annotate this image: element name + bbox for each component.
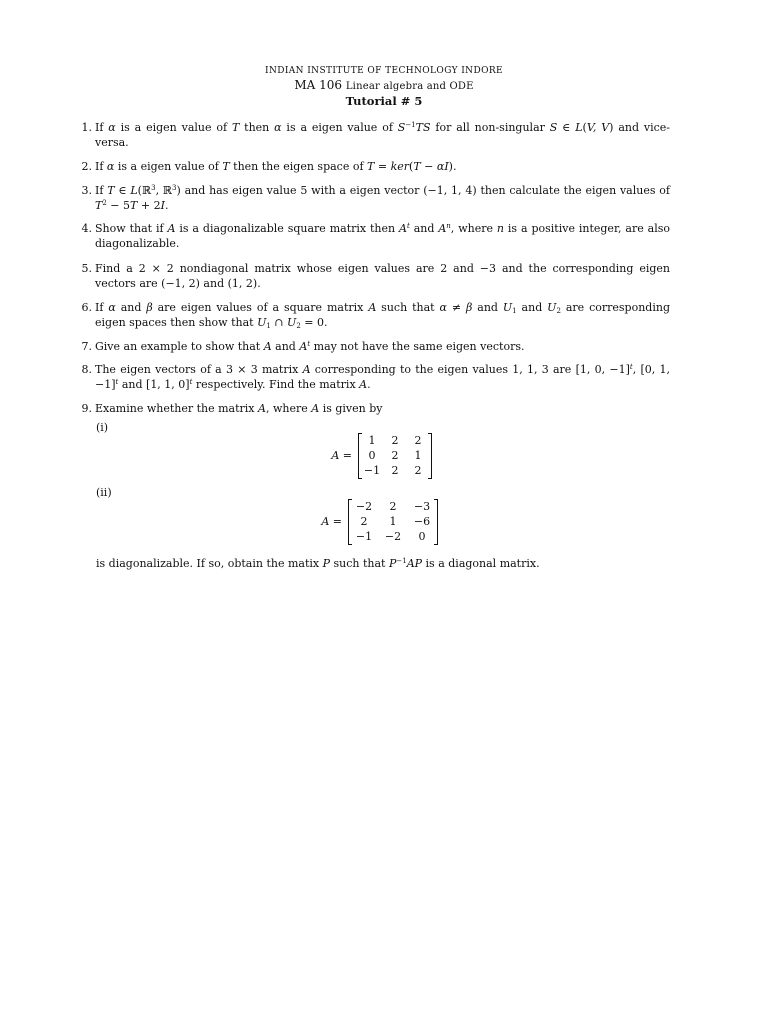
matrix-cell: 2 [391, 464, 399, 477]
matrix-cell: −1 [355, 530, 373, 543]
question-text: Give an example to show that A and $A^t$ may not have the same eigen vectors. [95, 340, 525, 353]
document-header [0, 64, 768, 108]
matrix-cell: 2 [360, 515, 368, 528]
course-line [0, 78, 768, 94]
subpart-label: (i) [96, 421, 109, 434]
matrix-cell: −2 [384, 530, 402, 543]
question-text: If T ∈ L(ℝ$^3$, ℝ$^3$) and has eigen value 5 with a eigen vector (−1, 1, 4) then calculate the eigen values of $T^2 - 5T + 2I$. [95, 184, 670, 212]
matrix-body [348, 499, 438, 545]
matrix-cell: 2 [389, 500, 397, 513]
matrix-cell: 2 [391, 434, 399, 447]
question-text: If α is a eigen value of T then α is a eigen value of $S^{-1}TS$ for all non-singular S ∈ L(V, V) and vice-versa. [95, 121, 670, 149]
matrix-cell: 2 [414, 464, 422, 477]
matrix-cell: 0 [368, 449, 376, 462]
question-text: The eigen vectors of a 3 × 3 matrix A corresponding to the eigen values 1, 1, 3 are [1, 0, −1]$^t$, [0, 1, −1]$^t$ and [1, 1, 0]$^t$ respectively. Find the matrix A. [95, 363, 670, 391]
matrix-cell: −2 [355, 500, 373, 513]
matrix-cell: 0 [418, 530, 426, 543]
matrix-cell: −1 [363, 464, 381, 477]
question-number: 6. [81, 301, 92, 314]
matrix-lhs: A = [321, 515, 342, 528]
question-number: 1. [81, 121, 92, 134]
matrix-cell: −3 [413, 500, 431, 513]
matrix-ii [312, 499, 452, 545]
question-number: 5. [81, 262, 92, 275]
question-9-conclusion: is diagonalizable. If so, obtain the matix P such that $P^{-1}AP$ is a diagonal matrix. [96, 557, 540, 570]
matrix-cell: 1 [414, 449, 422, 462]
institute-name: INDIAN INSTITUTE OF TECHNOLOGY INDORE [264, 66, 503, 76]
question-number: 8. [81, 363, 92, 376]
course-title: Linear algebra and ODE [345, 81, 474, 92]
question-text: If α and β are eigen values of a square matrix A such that α ≠ β and $U_1$ and $U_2$ are corresponding eigen spaces then show that $U_1$ ∩ $U_2 = 0$. [95, 301, 670, 330]
course-code: MA 106 [294, 78, 342, 92]
question-text: Find a 2 × 2 nondiagonal matrix whose eigen values are 2 and −3 and the corresponding eigen vectors are (−1, 2) and (1, 2). [95, 262, 670, 290]
tutorial-title: Tutorial # 5 [345, 94, 423, 108]
question-number: 7. [81, 340, 92, 353]
question-text: Show that if A is a diagonalizable square matrix then $A^t$ and $A^n$, where n is a positive integer, are also diagonalizable. [95, 222, 670, 250]
question-number: 2. [81, 160, 92, 173]
question-number: 4. [81, 222, 92, 235]
matrix-cell: 2 [391, 449, 399, 462]
matrix-cell: 1 [389, 515, 397, 528]
matrix-cell: −6 [413, 515, 431, 528]
question-text: If α is a eigen value of T then the eigen space of T = ker(T − αI). [95, 160, 457, 173]
question-number: 9. [81, 402, 92, 415]
matrix-lhs: A = [331, 449, 352, 462]
matrix-cell: 1 [368, 434, 376, 447]
question-number: 3. [81, 184, 92, 197]
subpart-label: (ii) [96, 486, 112, 499]
right-bracket [434, 499, 438, 545]
matrix-body [358, 433, 432, 479]
matrix-i [322, 433, 442, 479]
matrix-cell: 2 [414, 434, 422, 447]
question-text: Examine whether the matrix A, where A is given by [95, 402, 383, 415]
